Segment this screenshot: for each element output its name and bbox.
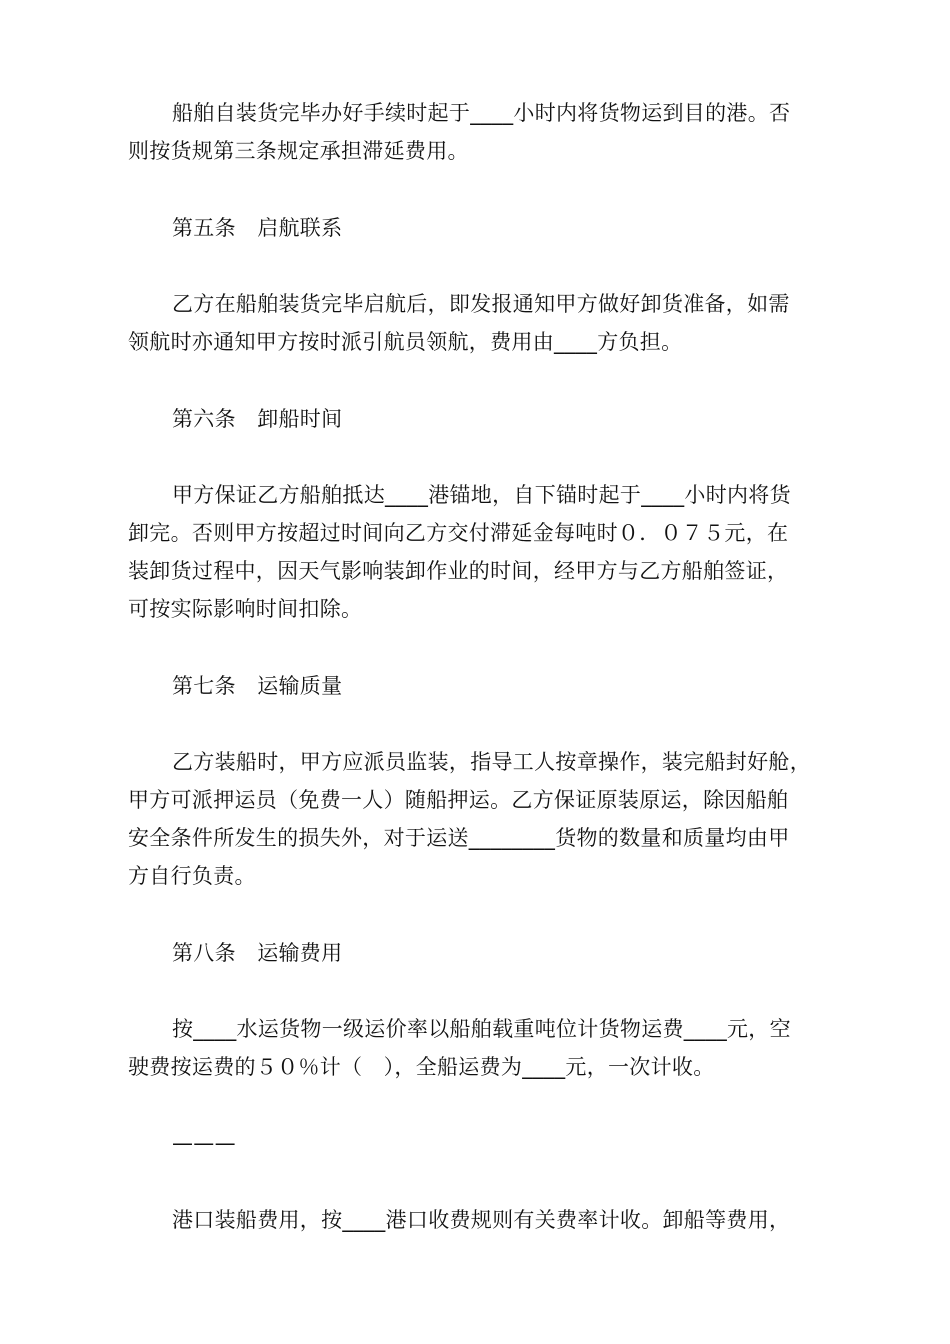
paragraph-line: 驶费按运费的５０％计（ ），全船运费为____元，一次计收。 xyxy=(128,1055,715,1079)
paragraph-line: 可按实际影响时间扣除。 xyxy=(128,597,363,621)
article-6-heading: 第六条 卸船时间 xyxy=(172,407,343,431)
paragraph-line: 乙方在船舶装货完毕启航后，即发报通知甲方做好卸货准备，如需 xyxy=(172,292,790,316)
article-5-heading: 第五条 启航联系 xyxy=(172,216,343,240)
paragraph-line: 则按货规第三条规定承担滞延费用。 xyxy=(128,139,469,163)
paragraph-line: 卸完。否则甲方按超过时间向乙方交付滞延金每吨时０．０７５元，在 xyxy=(128,521,789,545)
article-7-heading: 第七条 运输质量 xyxy=(172,674,343,698)
paragraph-line: 船舶自装货完毕办好手续时起于____小时内将货物运到目的港。否 xyxy=(172,101,791,125)
dash-separator: ——— xyxy=(172,1131,236,1155)
paragraph-line: 按____水运货物一级运价率以船舶载重吨位计货物运费____元，空 xyxy=(172,1017,791,1041)
paragraph-line: 乙方装船时，甲方应派员监装，指导工人按章操作，装完船封好舱， xyxy=(172,750,811,774)
paragraph-line: 甲方可派押运员（免费一人）随船押运。乙方保证原装原运，除因船舶 xyxy=(128,788,789,812)
paragraph-line: 港口装船费用，按____港口收费规则有关费率计收。卸船等费用， xyxy=(172,1208,791,1232)
paragraph-line: 方自行负责。 xyxy=(128,864,256,888)
paragraph-line: 装卸货过程中，因天气影响装卸作业的时间，经甲方与乙方船舶签证， xyxy=(128,559,789,583)
paragraph-line: 安全条件所发生的损失外，对于运送________货物的数量和质量均由甲 xyxy=(128,826,790,850)
paragraph-line: 领航时亦通知甲方按时派引航员领航，费用由____方负担。 xyxy=(128,330,683,354)
article-8-heading: 第八条 运输费用 xyxy=(172,941,343,965)
paragraph-line: 甲方保证乙方船舶抵达____港锚地，自下锚时起于____小时内将货 xyxy=(172,483,791,507)
